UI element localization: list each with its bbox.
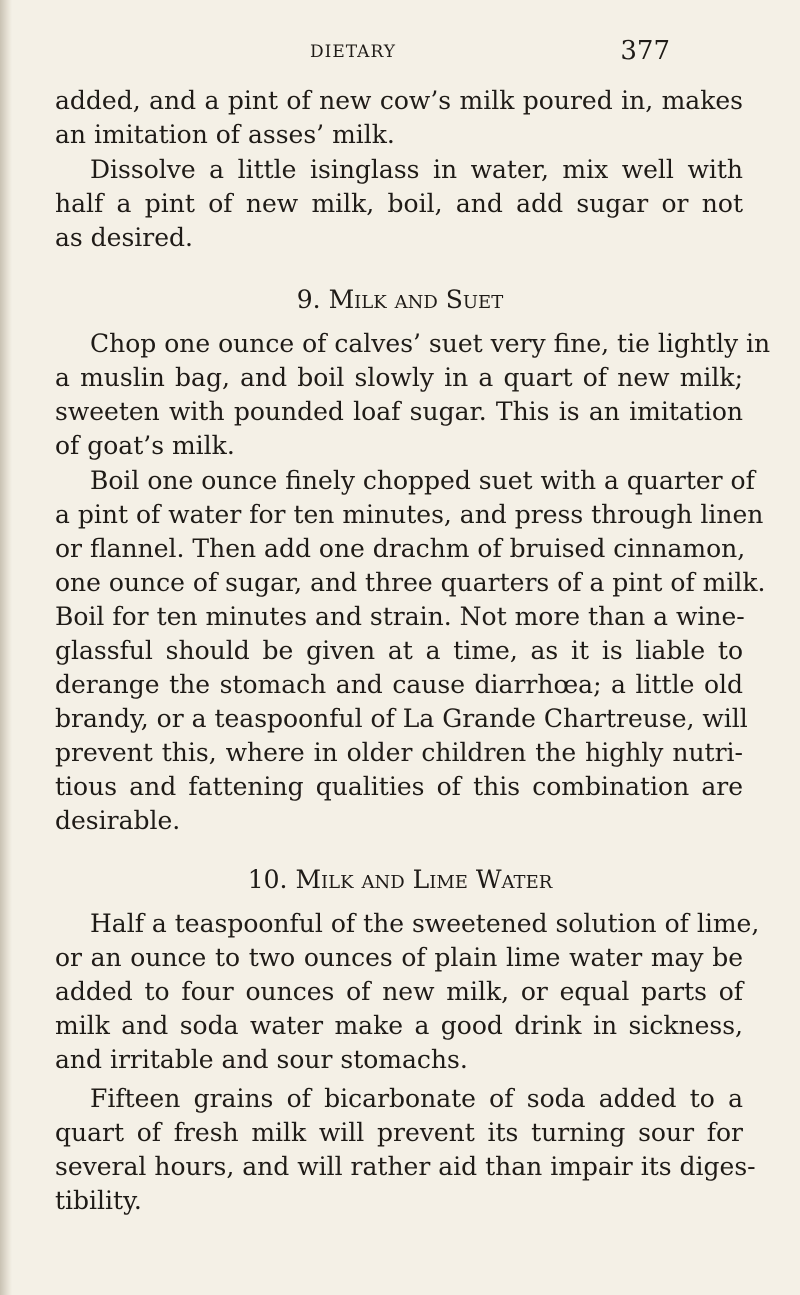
text-line: desirable. (55, 806, 181, 835)
text-line: quart of fresh milk will prevent its turning sour for (55, 1118, 743, 1147)
text-line: added to four ounces of new milk, or equal parts of (55, 977, 743, 1006)
running-title: DIETARY (310, 42, 396, 62)
text-line: glassful should be given at a time, as it is liable to (55, 636, 743, 665)
text-line: a muslin bag, and boil slowly in a quart of new milk; (55, 363, 743, 392)
page-gutter-shadow (0, 0, 12, 1295)
page-number: 377 (620, 36, 670, 66)
text-line: milk and soda water make a good drink in sickness, (55, 1011, 743, 1040)
text-line: or an ounce to two ounces of plain lime water may be (55, 943, 743, 972)
text-line: as desired. (55, 223, 194, 252)
text-line: derange the stomach and cause diarrhœa; a little old (55, 670, 743, 699)
text-line: Dissolve a little isinglass in water, mix well with (90, 155, 743, 184)
text-line: sweeten with pounded loaf sugar. This is an imitation (55, 397, 743, 426)
text-line: brandy, or a teaspoonful of La Grande Chartreuse, will (55, 704, 748, 733)
running-head (310, 36, 670, 72)
text-line: tibility. (55, 1186, 142, 1215)
text-line: Boil for ten minutes and strain. Not more than a wine- (55, 602, 745, 631)
text-line: of goat’s milk. (55, 431, 235, 460)
text-line: added, and a pint of new cow’s milk poured in, makes (55, 86, 743, 115)
text-line: Fifteen grains of bicarbonate of soda added to a (90, 1084, 743, 1113)
text-line: prevent this, where in older children the highly nutri- (55, 738, 743, 767)
text-line: a pint of water for ten minutes, and press through linen (55, 500, 764, 529)
text-line: and irritable and sour stomachs. (55, 1045, 468, 1074)
text-line: Boil one ounce finely chopped suet with a quarter of (90, 466, 755, 495)
text-line: Chop one ounce of calves’ suet very fine, tie lightly in (90, 329, 771, 358)
section-heading-9: 9. Milk and Suet (296, 285, 504, 314)
text-line: half a pint of new milk, boil, and add sugar or not (55, 189, 743, 218)
text-line: tious and fattening qualities of this combination are (55, 772, 743, 801)
text-line: Half a teaspoonful of the sweetened solution of lime, (90, 909, 760, 938)
text-line: or flannel. Then add one drachm of bruised cinnamon, (55, 534, 746, 563)
text-line: an imitation of asses’ milk. (55, 120, 395, 149)
text-line: several hours, and will rather aid than impair its diges- (55, 1152, 756, 1181)
text-line: one ounce of sugar, and three quarters of a pint of milk. (55, 568, 766, 597)
section-heading-10: 10. Milk and Lime Water (247, 865, 553, 894)
